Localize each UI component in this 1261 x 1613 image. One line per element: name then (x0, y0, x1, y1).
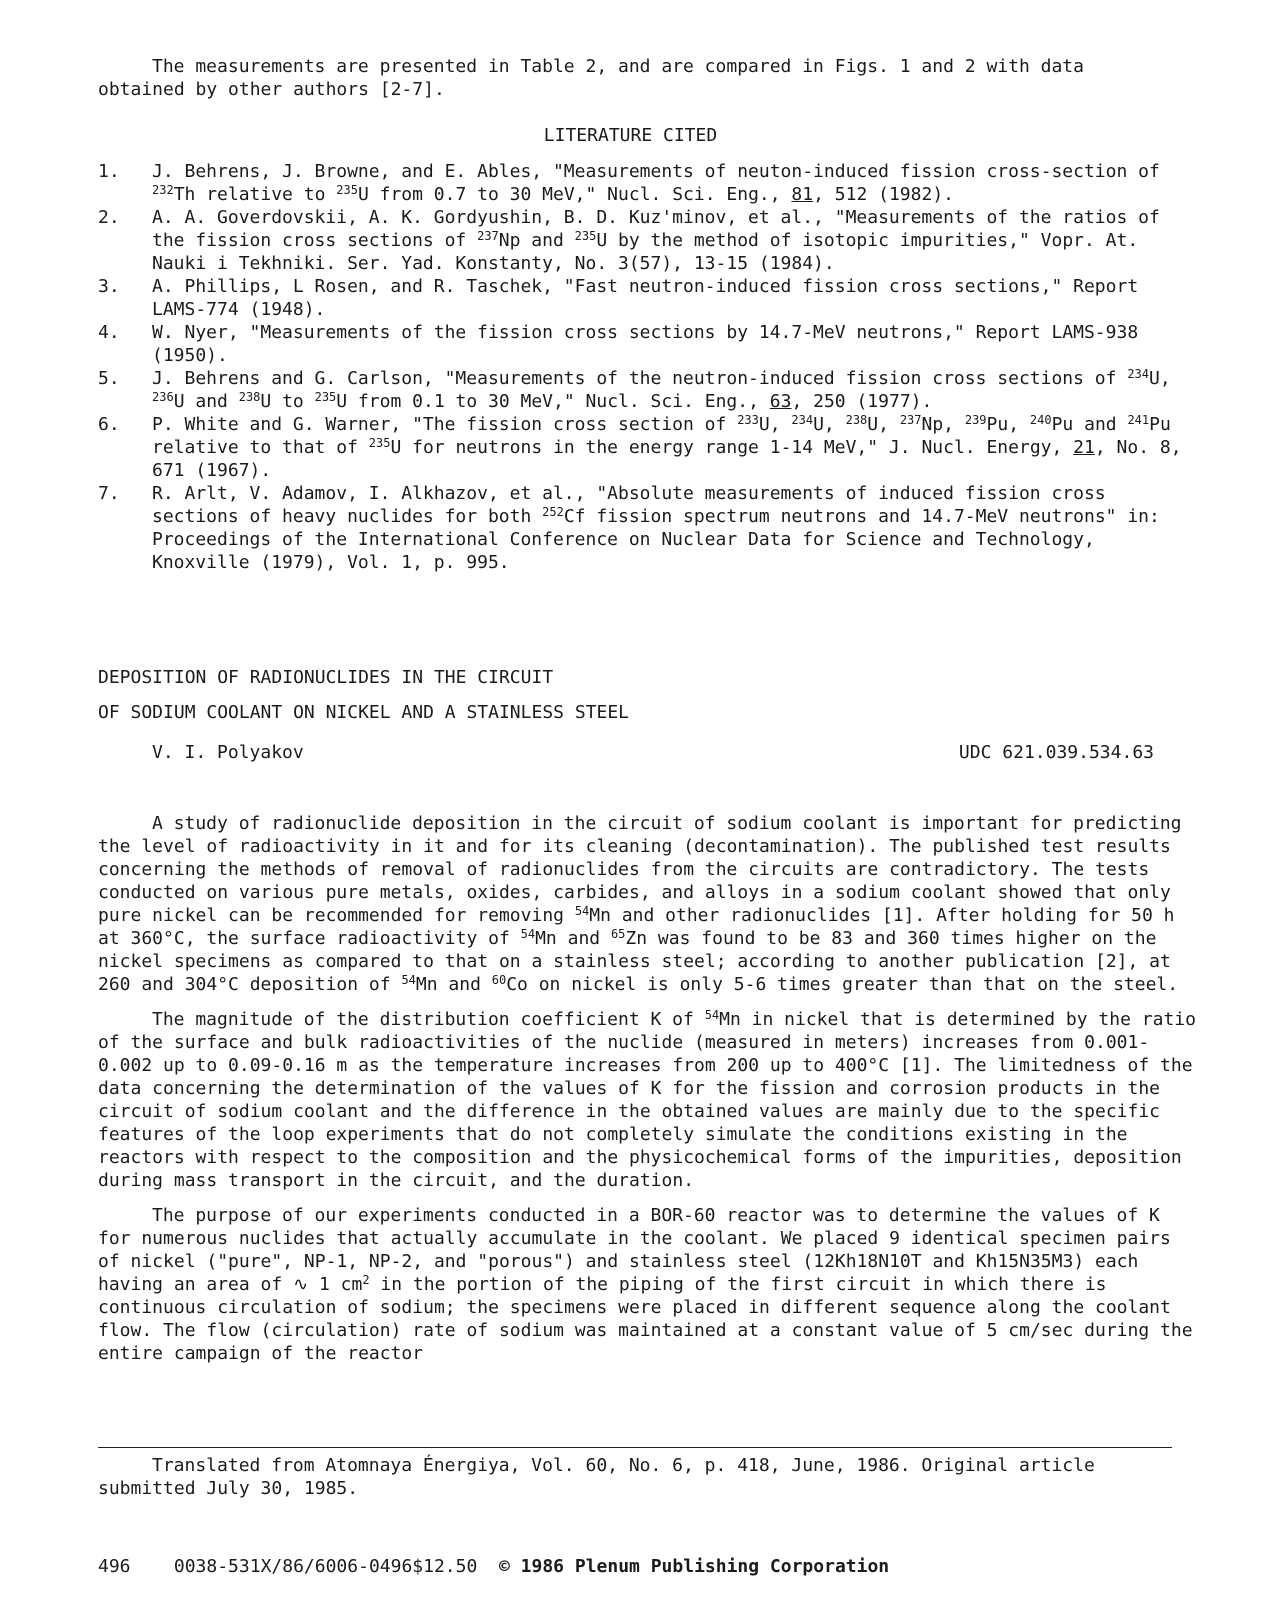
article-title (98, 660, 1098, 730)
page-number: 496 (98, 1556, 131, 1577)
article-title-line-1: DEPOSITION OF RADIONUCLIDES IN THE CIRCUIT (98, 667, 554, 688)
reference-text: W. Nyer, "Measurements of the fission cross sections by 14.7-MeV neutrons," Report LAMS-938 (1950). (152, 322, 1139, 366)
body-paragraph: A study of radionuclide deposition in the circuit of sodium coolant is important for predicting the level of radioactivity in it and for its cleaning (decontamination). The published test results concerning the methods of removal of radionuclides from the circuits are contradictory. The tests conducted on various pure metals, oxides, carbides, and alloys in a sodium coolant showed that only pure nickel can be recommended for removing $^{54}$Mn and other radionuclides [1]. After holding for 50 h at 360°C, the surface radioactivity of $^{54}$Mn and $^{65}$Zn was found to be 83 and 360 times higher on the nickel specimens as compared to that on a stainless steel; according to another publication [2], at 260 and 304°C deposition of $^{54}$Mn and $^{60}$Co on nickel is only 5-6 times greater than that on the steel. (98, 813, 1182, 995)
reference-item (98, 160, 1198, 206)
article-body (98, 812, 1198, 1377)
body-paragraph: The purpose of our experiments conducted in a BOR-60 reactor was to determine the values of K for numerous nuclides that actually accumulate in the coolant. We placed 9 identical specimen pairs of nickel ("pure", NP-1, NP-2, and "porous") and stainless steel (12Kh18N10T and Kh15N35M3) each having an area of ∿ 1 $cm^2$ in the portion of the piping of the first circuit in which there is continuous circulation of sodium; the specimens were placed in different sequence along the coolant flow. The flow (circulation) rate of sodium was maintained at a constant value of 5 cm/sec during the entire campaign of the reactor (98, 1205, 1193, 1364)
reference-number: 3. (98, 276, 120, 297)
reference-item (98, 482, 1198, 574)
reference-number: 5. (98, 368, 120, 389)
reference-item (98, 321, 1198, 367)
page-footer (98, 1555, 1198, 1578)
translation-footnote: Translated from Atomnaya Énergiya, Vol. 60, No. 6, p. 418, June, 1986. Original article submitted July 30, 1985. (98, 1455, 1095, 1499)
article-title-line-2: OF SODIUM COOLANT ON NICKEL AND A STAINLESS STEEL (98, 702, 630, 723)
reference-number: 1. (98, 161, 120, 182)
body-paragraph: The magnitude of the distribution coefficient K of $^{54}$Mn in nickel that is determined by the ratio of the surface and bulk radioactivities of the nuclide (measured in meters) increases from 0.001-0.002 up to 0.09-0.16 m as the temperature increases from 200 up to 400°C [1]. The limitedness of the data concerning the determination of the values of K for the fission and corrosion products in the circuit of sodium coolant and the difference in the obtained values are mainly due to the specific features of the loop experiments that do not completely simulate the conditions existing in the reactors with respect to the composition and the physicochemical forms of the impurities, deposition during mass transport in the circuit, and the duration. (98, 1008, 1196, 1191)
author-name: V. I. Polyakov (152, 742, 304, 763)
reference-text: A. A. Goverdovskii, A. K. Gordyushin, B. D. Kuz'minov, et al., "Measurements of the ratios of the fission cross sections of $^{237}$Np and $^{235}$U by the method of isotopic impurities," Vopr. At. Nauki i Tekhniki. Ser. Yad. Konstanty, No. 3(57), 13-15 (1984). (152, 207, 1160, 274)
reference-number: 2. (98, 207, 120, 228)
literature-cited-heading: LITERATURE CITED (543, 125, 718, 146)
reference-number: 7. (98, 483, 120, 504)
intro-paragraph: The measurements are presented in Table 2, and are compared in Figs. 1 and 2 with data obtained by other authors [2-7]. (98, 56, 1084, 100)
udc-code: UDC 621.039.534.63 (958, 742, 1154, 763)
journal-code: 0038-531X/86/6006-0496$12.50 (173, 1556, 478, 1577)
reference-number: 4. (98, 322, 120, 343)
reference-text: P. White and G. Warner, "The fission cross section of $^{233}$U, $^{234}$U, $^{238}$U, $^{237}$Np, $^{239}$Pu, $^{240}$Pu and $^{241}$Pu relative to that of $^{235}$U for neutrons in the energy range 1-14 MeV," J. Nucl. Energy, 21, No. 8, 671 (1967). (152, 413, 1182, 481)
reference-text: J. Behrens and G. Carlson, "Measurements of the neutron-induced fission cross sections of $^{234}$U, $^{236}$U and $^{238}$U to $^{235}$U from 0.1 to 30 MeV," Nucl. Sci. Eng., 63, 250 (1977). (152, 367, 1171, 412)
reference-item (98, 367, 1198, 413)
reference-text: A. Phillips, L Rosen, and R. Taschek, "Fast neutron-induced fission cross sections," Report LAMS-774 (1948). (152, 276, 1139, 320)
reference-item (98, 275, 1198, 321)
copyright-notice: © 1986 Plenum Publishing Corporation (499, 1556, 890, 1577)
reference-text: R. Arlt, V. Adamov, I. Alkhazov, et al., "Absolute measurements of induced fission cross sections of heavy nuclides for both $^{252}$Cf fission spectrum neutrons and 14.7-MeV neutrons" in: Proceedings of the International Conference on Nuclear Data for Science and Technology, Knoxville (1979), Vol. 1, p. 995. (152, 483, 1160, 573)
footnote-divider (98, 1447, 1172, 1448)
reference-item (98, 206, 1198, 275)
reference-item (98, 413, 1198, 482)
reference-text: J. Behrens, J. Browne, and E. Ables, "Measurements of neuton-induced fission cross-section of $^{232}$Th relative to $^{235}$U from 0.7 to 30 MeV," Nucl. Sci. Eng., 81, 512 (1982). (152, 161, 1160, 205)
reference-number: 6. (98, 414, 120, 435)
reference-list (98, 160, 1198, 574)
